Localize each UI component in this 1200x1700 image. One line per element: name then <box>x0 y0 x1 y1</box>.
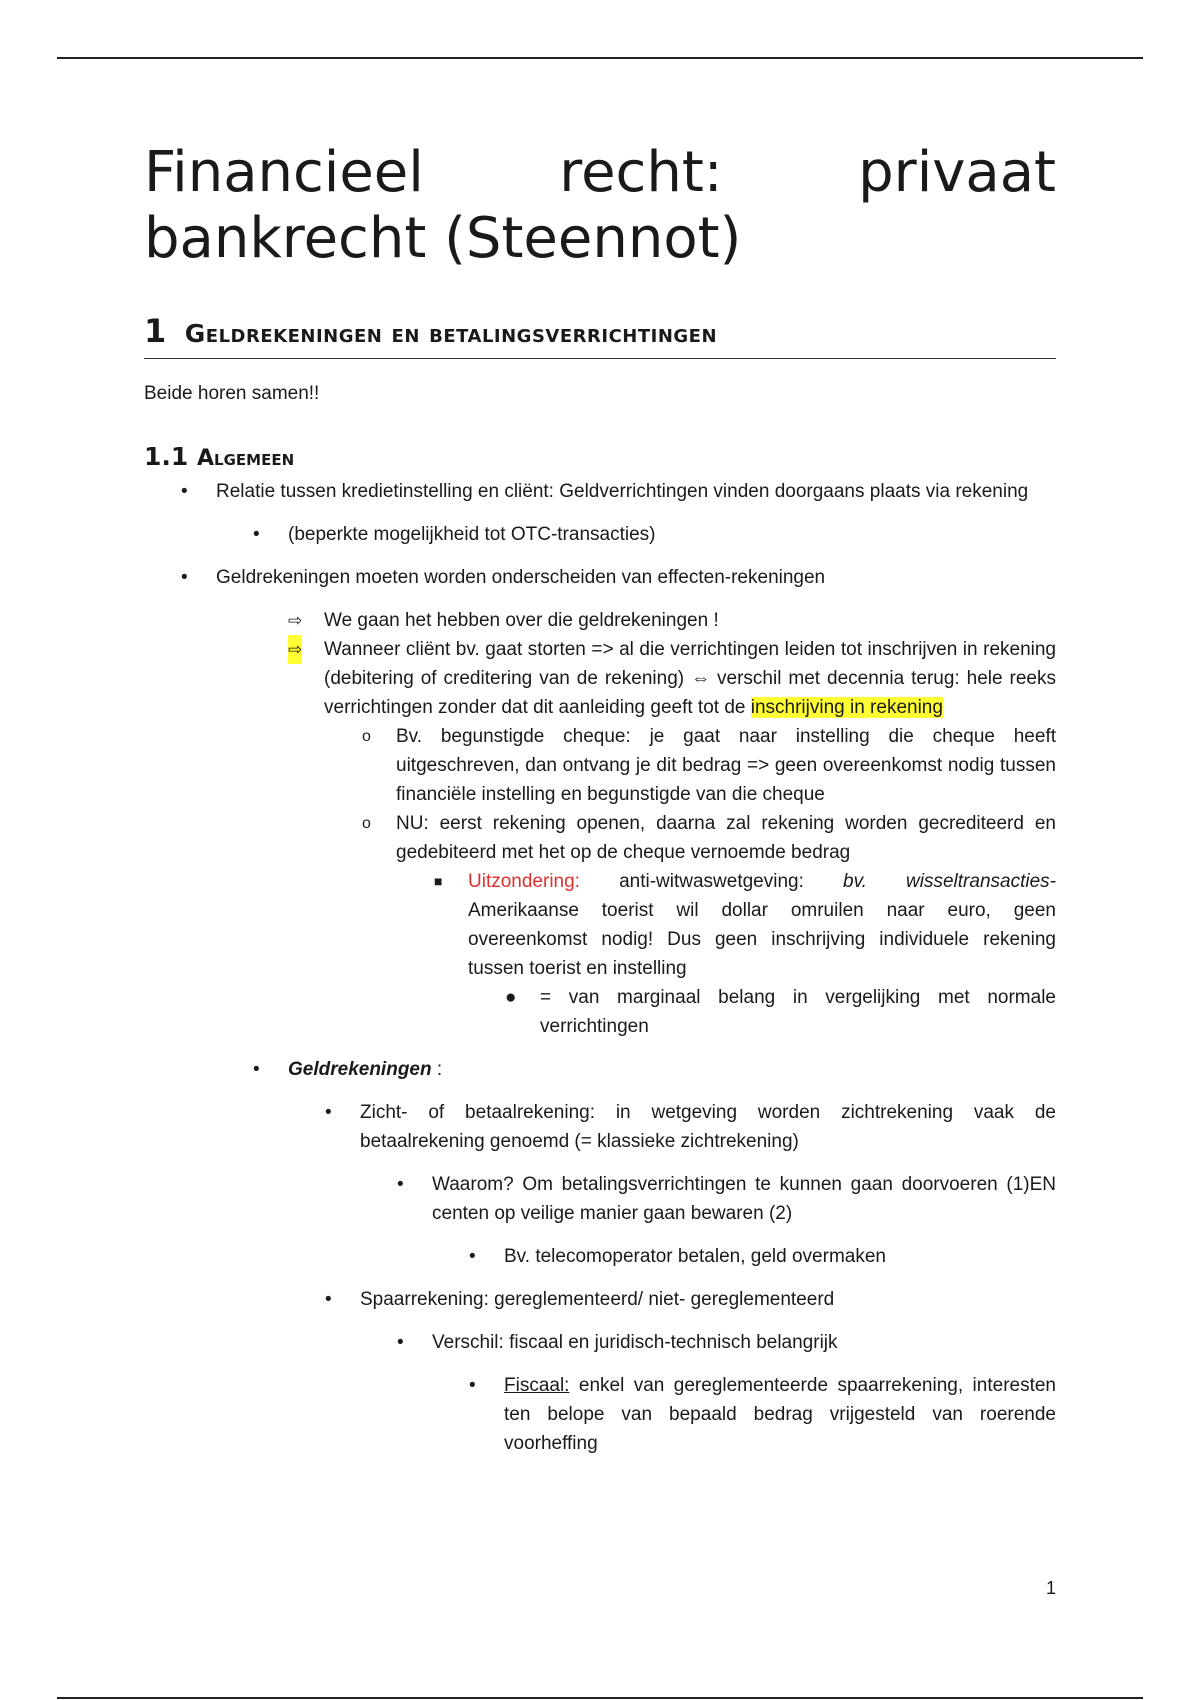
circle-bullet-icon: o <box>362 728 371 745</box>
list-item <box>144 867 1056 983</box>
item-text: Geldrekeningen moeten worden onderscheiden van effecten-rekeningen <box>216 567 826 588</box>
bullet-icon: • <box>181 567 188 588</box>
square-bullet-icon: ■ <box>434 873 443 889</box>
item-text: = van marginaal belang in vergelijking met normale verrichtingen <box>540 987 1056 1037</box>
heading-1-number: 1 <box>144 312 167 350</box>
item-text: (beperkte mogelijkheid tot OTC-transacties) <box>288 524 656 545</box>
bullet-icon: • <box>469 1375 476 1396</box>
bullet-icon: • <box>253 524 260 545</box>
bullet-icon: • <box>253 1059 260 1080</box>
bullet-icon: • <box>325 1102 332 1123</box>
item-text: Waarom? Om betalingsverrichtingen te kunnen gaan doorvoeren (1)EN centen op veilige manier gaan bewaren (2) <box>432 1174 1056 1224</box>
bold-italic-text: Geldrekeningen <box>288 1059 432 1080</box>
highlighted-text: inschrijving in rekening <box>750 697 943 718</box>
item-text: Relatie tussen kredietinstelling en cliënt: Geldverrichtingen vinden doorgaans plaats via rekening <box>216 481 1029 502</box>
list-item <box>144 1328 1056 1357</box>
item-text: Verschil: fiscaal en juridisch-technisch belangrijk <box>432 1332 838 1353</box>
exception-label: Uitzondering: <box>468 871 580 892</box>
item-text: Amerikaanse toerist wil dollar omruilen naar euro, geen overeenkomst nodig! Dus geen inschrijving individuele rekening tussen toerist en instelling <box>468 900 1056 979</box>
bullet-icon: • <box>325 1289 332 1310</box>
list-item <box>144 606 1056 635</box>
list-item <box>144 1055 1056 1084</box>
intro-paragraph: Beide horen samen!! <box>144 383 320 404</box>
item-text: Wanneer cliënt bv. gaat storten => al die verrichtingen leiden tot inschrijven in rekening (debitering of creditering van de rekening) ⇔ verschil met decennia terug: hele reeks verrichtingen zonder dat dit aanleiding geeft tot de <box>324 639 1056 718</box>
circle-bullet-icon: o <box>362 815 371 832</box>
list-item <box>144 635 1056 722</box>
list-item <box>144 722 1056 809</box>
list-item <box>144 563 1056 592</box>
item-text: Spaarrekening: gereglementeerd/ niet- gereglementeerd <box>360 1289 835 1310</box>
item-text: enkel van gereglementeerde spaarrekening, interesten ten belope van bepaald bedrag vrijgesteld van roerende voorheffing <box>504 1375 1056 1454</box>
item-text: : <box>431 1059 443 1080</box>
arrow-right-icon: ⇨ <box>288 635 302 664</box>
bottom-rule <box>57 1697 1143 1699</box>
heading-2-text: Algemeen <box>197 446 295 471</box>
bullet-icon: • <box>397 1332 404 1353</box>
item-text: Zicht- of betaalrekening: in wetgeving worden zichtrekening vaak de betaalrekening genoemd (= klassieke zichtrekening) <box>360 1102 1056 1152</box>
document-title: Financieel recht: privaat bankrecht (Steennot) <box>144 140 1056 271</box>
item-text: anti-witwaswetgeving: <box>579 871 843 892</box>
list-item <box>144 1098 1056 1156</box>
bullet-icon: • <box>397 1174 404 1195</box>
heading-2-number: 1.1 <box>144 442 189 471</box>
italic-text: bv. wisseltransacties- <box>843 871 1056 892</box>
list-item <box>144 1242 1056 1271</box>
list-item <box>144 1285 1056 1314</box>
heading-1 <box>144 312 1056 359</box>
list-item <box>144 1371 1056 1458</box>
top-rule <box>57 57 1143 59</box>
bullet-icon: • <box>469 1246 476 1267</box>
bullet-icon: • <box>181 481 188 502</box>
item-text: Bv. begunstigde cheque: je gaat naar instelling die cheque heeft uitgeschreven, dan ontvang je dit bedrag => geen overeenkomst nodig tussen financiële instelling en begunstigde van die cheque <box>396 726 1056 805</box>
bullet-icon: ● <box>505 987 517 1008</box>
item-text: NU: eerst rekening openen, daarna zal rekening worden gecrediteerd en gedebiteerd met het op de cheque vernoemde bedrag <box>396 813 1056 863</box>
list-item <box>144 1170 1056 1228</box>
list-item <box>144 477 1056 506</box>
underlined-label: Fiscaal: <box>504 1375 570 1396</box>
page-number: 1 <box>1045 1578 1056 1598</box>
list-item <box>144 809 1056 867</box>
heading-2 <box>144 442 1056 471</box>
heading-1-text: Geldrekeningen en betalingsverrichtingen <box>184 319 718 348</box>
list-item <box>144 520 1056 549</box>
item-text: Bv. telecomoperator betalen, geld overmaken <box>504 1246 886 1267</box>
arrow-right-icon: ⇨ <box>288 611 303 630</box>
item-text: We gaan het hebben over die geldrekeningen ! <box>324 610 719 631</box>
document-body <box>144 140 1056 1458</box>
list-item <box>144 983 1056 1041</box>
